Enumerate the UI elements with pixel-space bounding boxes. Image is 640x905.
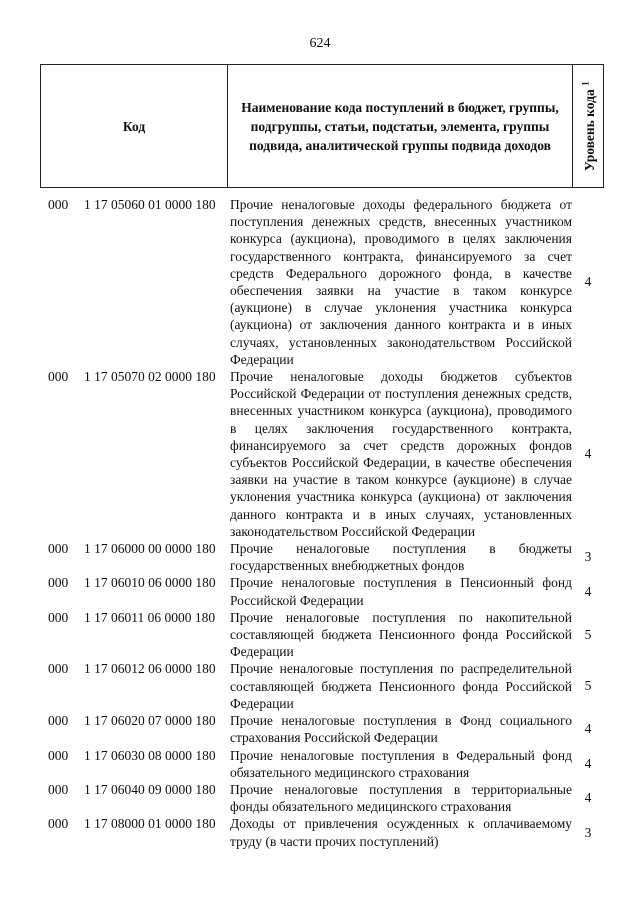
- row-name: Прочие неналоговые поступления по распределительной составляющей бюджета Пенсионного фонда Российской Федерации: [230, 661, 572, 711]
- row-admin-code: 000: [48, 609, 69, 625]
- row-name: Прочие неналоговые поступления по накопительной составляющей бюджета Пенсионного фонда Российской Федерации: [230, 609, 572, 660]
- row-admin-code: 000: [48, 747, 69, 763]
- row-code: 1 17 05070 02 0000 180: [84, 369, 216, 385]
- row-level: 4: [584, 721, 592, 737]
- row-name: Прочие неналоговые поступления в территориальные фонды обязательного медицинского страхования: [230, 781, 572, 815]
- row-level: 5: [584, 626, 592, 642]
- row-admin-code: 000: [48, 781, 69, 797]
- table-row: [40, 660, 604, 712]
- row-level: 3: [584, 549, 592, 565]
- page-number: 624: [309, 36, 331, 51]
- header-name: Наименование кода поступлений в бюджет, группы, подгруппы, статьи, подстатьи, элемента, группы подвида, аналитической группы подвида доходов: [228, 65, 573, 187]
- table-row: [40, 574, 604, 608]
- row-admin-code: 000: [48, 369, 69, 385]
- row-code: 1 17 08000 01 0000 180: [84, 816, 216, 832]
- header-code: Код: [41, 65, 228, 187]
- table-row: [40, 196, 604, 368]
- row-level: 4: [584, 446, 592, 462]
- row-code: 1 17 05060 01 0000 180: [84, 197, 216, 212]
- row-level: 5: [584, 678, 592, 694]
- row-admin-code: 000: [48, 575, 69, 591]
- row-admin-code: 000: [48, 661, 69, 677]
- row-code: 1 17 06010 06 0000 180: [84, 575, 216, 591]
- row-code: 1 17 06030 08 0000 180: [84, 747, 216, 763]
- row-code: 1 17 06000 00 0000 180: [84, 541, 216, 557]
- row-name: Прочие неналоговые поступления в Федеральный фонд обязательного медицинского страхования: [230, 747, 572, 780]
- table-header: [40, 64, 604, 188]
- table-row: [40, 781, 604, 815]
- row-name: Прочие неналоговые поступления в бюджеты государственных внебюджетных фондов: [230, 541, 572, 574]
- row-name: Доходы от привлечения осужденных к оплачиваемому труду (в части прочих поступлений): [230, 816, 572, 849]
- row-code: 1 17 06012 06 0000 180: [84, 661, 216, 677]
- row-admin-code: 000: [48, 713, 69, 729]
- row-name: Прочие неналоговые поступления в Фонд социального страхования Российской Федерации: [230, 713, 572, 746]
- header-level-label: Уровень кода: [582, 89, 598, 171]
- row-level: 4: [584, 755, 592, 771]
- row-name: Прочие неналоговые доходы федерального бюджета от поступления денежных средств, внесенных участником конкурса (аукциона), проводимого в целях заключения государственного контракта, финансируемого за счет средств Федерального дорожного фонда, в качестве обеспечения заявки на участие в таком конкурсе (аукционе) в случае уклонения участника конкурса (аукциона) от заключения данного контракта и в иных случаях, установленных законодательством Российской Федерации: [230, 197, 572, 367]
- table-row: [40, 815, 604, 849]
- row-code: 1 17 06011 06 0000 180: [84, 609, 216, 625]
- row-admin-code: 000: [48, 816, 69, 832]
- table-row: [40, 712, 604, 746]
- row-admin-code: 000: [48, 197, 69, 212]
- table-body: [40, 196, 604, 850]
- table-row: [40, 540, 604, 574]
- row-code: 1 17 06040 09 0000 180: [84, 781, 216, 797]
- table-row: [40, 747, 604, 781]
- row-level: 4: [584, 274, 592, 290]
- row-name: Прочие неналоговые доходы бюджетов субъектов Российской Федерации от поступления денежных средств, внесенных участником конкурса (аукциона), проводимого в целях заключения государственного контракта, финансируемого за счет средств дорожных фондов субъектов Российской Федерации, в качестве обеспечения заявки на участие в таком конкурсе (аукционе) в случае уклонения участника конкурса (аукциона) от заключения данного контракта и в иных случаях, установленных законодательством Российской Федерации: [230, 369, 572, 539]
- row-name: Прочие неналоговые поступления в Пенсионный фонд Российской Федерации: [230, 575, 572, 608]
- row-level: 4: [584, 790, 592, 806]
- header-level: [573, 65, 603, 187]
- row-level: 3: [584, 824, 592, 840]
- table-row: [40, 609, 604, 661]
- row-admin-code: 000: [48, 541, 69, 557]
- row-level: 4: [584, 583, 592, 599]
- row-code: 1 17 06020 07 0000 180: [84, 713, 216, 729]
- header-level-footnote: 1: [580, 81, 591, 86]
- table-row: [40, 368, 604, 540]
